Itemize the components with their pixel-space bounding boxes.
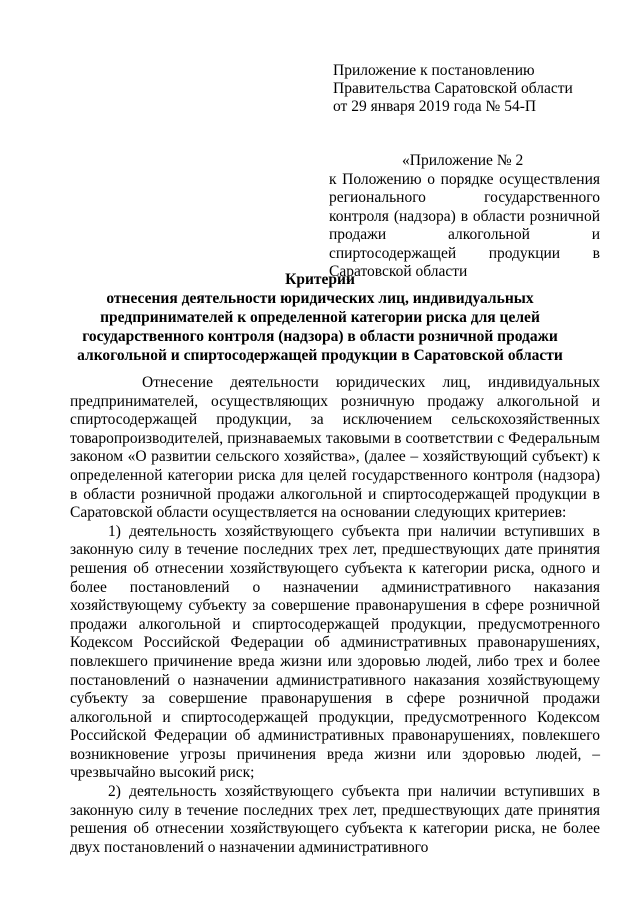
header-line-2: Правительства Саратовской области: [333, 80, 573, 97]
header-line-1: Приложение к постановлению: [333, 62, 535, 79]
appendix-block: [329, 152, 600, 282]
header-line-3: от 29 января 2019 года № 54-П: [333, 98, 537, 115]
document-body: [70, 374, 600, 857]
resolution-header: [333, 62, 613, 116]
criteria-item-1: 1) деятельность хозяйствующего субъекта при наличии вступивших в законную силу в течение последних трех лет, предшествующих дате принятия решения об отнесении хозяйствующего субъекта к категории риска, одного и более постановлений о назначении административного наказания хозяйствующему субъекту за совершение правонарушения в сфере розничной продажи алкогольной и спиртосодержащей продукции, предусмотренного Кодексом Российской Федерации об административных правонарушениях, повлекшего причинение вреда жизни или здоровью людей, либо трех и более постановлений о назначении административного наказания хозяйствующему субъекту за совершение правонарушения в сфере розничной продажи алкогольной и спиртосодержащей продукции, предусмотренного Кодексом Российской Федерации об административных правонарушениях, повлекшего возникновение угрозы причинения вреда жизни или здоровью людей, – чрезвычайно высокий риск;: [70, 522, 600, 782]
criteria-heading: Критерии: [285, 271, 355, 288]
criteria-subheading: отнесения деятельности юридических лиц, индивидуальных предпринимателей к определенной категории риска для целей государственного контроля (надзора) в области розничной продажи алкогольной и спиртосодержащей продукции в Саратовской области: [77, 290, 563, 364]
appendix-text: к Положению о порядке осуществления регионального государственного контроля (надзора) в области розничной продажи алкогольной и спиртосодержащей продукции в Саратовской области: [329, 170, 600, 280]
appendix-title: «Приложение № 2: [402, 152, 524, 169]
criteria-item-2: 2) деятельность хозяйствующего субъекта при наличии вступивших в законную силу в течение последних трех лет, предшествующих дате принятия решения об отнесении хозяйствующего субъекта к категории риска, не более двух постановлений о назначении административного: [70, 783, 600, 856]
criteria-title-block: [77, 270, 563, 365]
intro-paragraph: Отнесение деятельности юридических лиц, индивидуальных предпринимателей, осуществляющих розничную продажу алкогольной и спиртосодержащей продукции, за исключением сельскохозяйственных товаропроизводителей, признаваемых таковыми в соответствии с Федеральным законом «О развитии сельского хозяйства», (далее – хозяйствующий субъект) к определенной категории риска для целей государственного контроля (надзора) в области розничной продажи алкогольной и спиртосодержащей продукции в Саратовской области осуществляется на основании следующих критериев:: [70, 374, 600, 522]
